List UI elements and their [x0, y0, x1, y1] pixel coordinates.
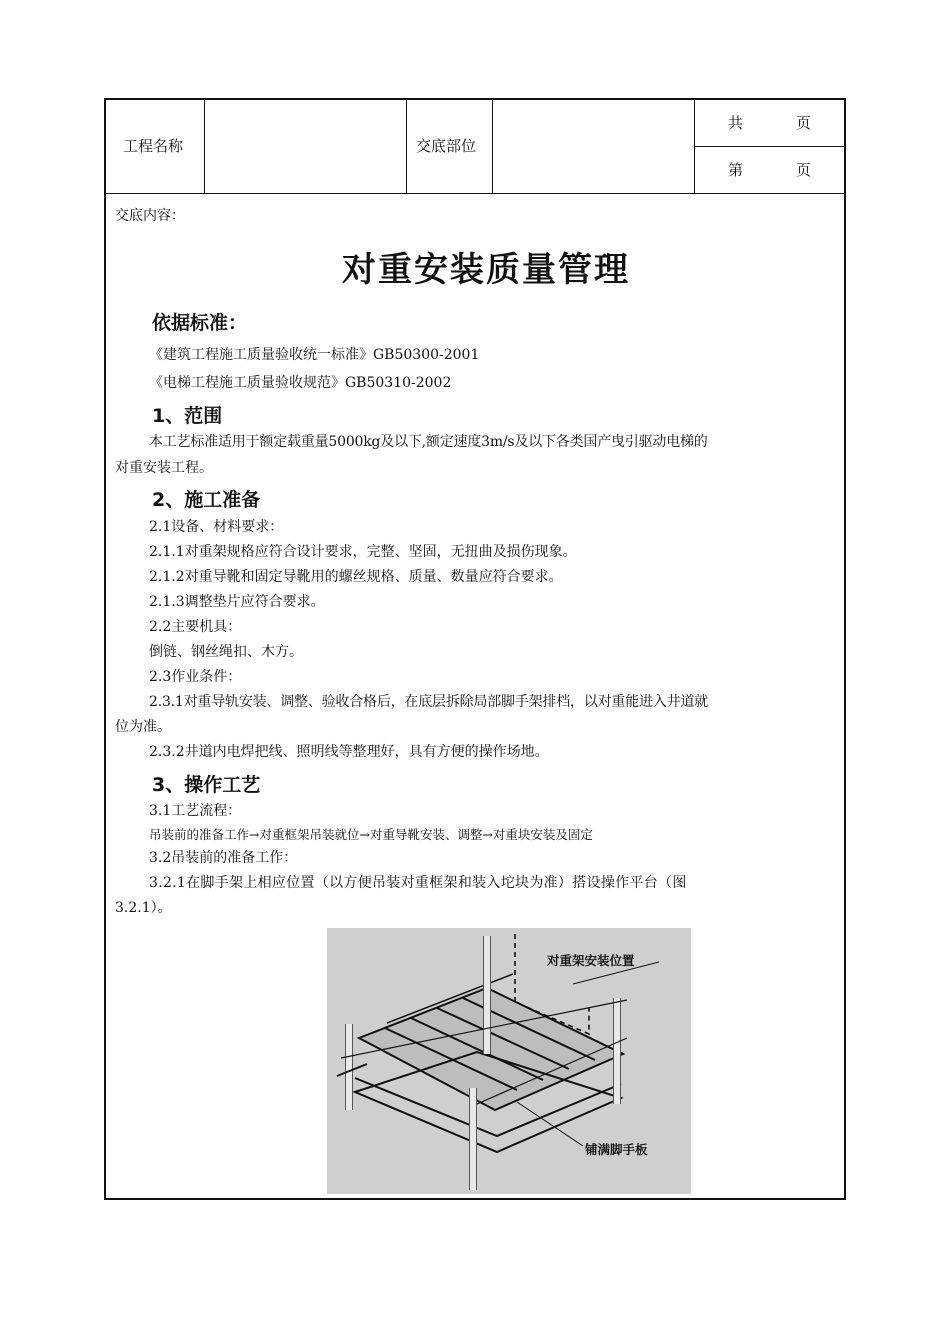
content-label: 交底内容：: [115, 208, 185, 224]
paragraph-line: 2.1.1对重架规格应符合设计要求，完整、坚固，无扭曲及损伤现象。: [149, 544, 577, 560]
scaffold-diagram: [327, 928, 691, 1194]
paragraph-line: 本工艺标准适用于额定载重量5000kg及以下,额定速度3m/s及以下各类国产曳引驱动电梯的: [149, 434, 708, 450]
header-divider: [204, 100, 205, 193]
paragraph-line: 2.1.2对重导靴和固定导靴用的螺丝规格、质量、数量应符合要求。: [149, 569, 563, 585]
paragraph-line: 3.2吊装前的准备工作：: [149, 850, 298, 866]
paragraph-line: 对重安装工程。: [115, 460, 213, 476]
section-heading: 1、范围: [152, 405, 223, 427]
project-name-label: 工程名称: [123, 137, 184, 155]
document-title: 对重安装质量管理: [342, 250, 630, 290]
scaffold-platform-figure: [327, 928, 691, 1194]
page-number-unit: 页: [796, 161, 812, 179]
paragraph-line: 2.3.1对重导轨安装、调整、验收合格后，在底层拆除局部脚手架排档，以对重能进入井道就: [149, 694, 709, 710]
paragraph-line: 2.1设备、材料要求：: [149, 519, 284, 535]
paragraph-line: 2.1.3调整垫片应符合要求。: [149, 594, 325, 610]
paragraph-line: 3.2.1在脚手架上相应位置（以方便吊装对重框架和装入坨块为准）搭设操作平台（图: [149, 875, 687, 891]
header-divider: [492, 100, 493, 193]
header-divider: [406, 100, 407, 193]
paragraph-line: 3.1工艺流程：: [149, 803, 242, 819]
disclosure-part-label: 交底部位: [416, 137, 477, 155]
header-row: [106, 100, 844, 194]
paragraph-line: 位为准。: [115, 719, 171, 735]
basis-standard: 《电梯工程施工质量验收规范》GB50310-2002: [149, 375, 452, 391]
total-pages-label: 共: [728, 114, 744, 132]
paragraph-line: 2.3作业条件：: [149, 669, 242, 685]
basis-heading: 依据标准：: [152, 312, 248, 334]
page-cell-divider: [694, 146, 844, 147]
section-heading: 2、施工准备: [152, 489, 261, 511]
paragraph-line: 3.2.1）。: [115, 900, 172, 916]
page-number-label: 第: [728, 161, 744, 179]
figure-label-planks: 铺满脚手板: [585, 1142, 648, 1157]
section-heading: 3、操作工艺: [152, 774, 261, 796]
figure-label-position: 对重架安装位置: [547, 953, 635, 968]
process-flow-line: 吊装前的准备工作→对重框架吊装就位→对重导靴安装、调整→对重块安装及固定: [149, 827, 593, 842]
paragraph-line: 2.2主要机具：: [149, 619, 242, 635]
paragraph-line: 倒链、钢丝绳扣、木方。: [149, 644, 303, 660]
paragraph-line: 2.3.2井道内电焊把线、照明线等整理好，具有方便的操作场地。: [149, 744, 549, 760]
disclosure-sheet: [104, 98, 846, 1200]
basis-standard: 《建筑工程施工质量验收统一标准》GB50300-2001: [149, 347, 480, 363]
total-pages-unit: 页: [796, 114, 812, 132]
